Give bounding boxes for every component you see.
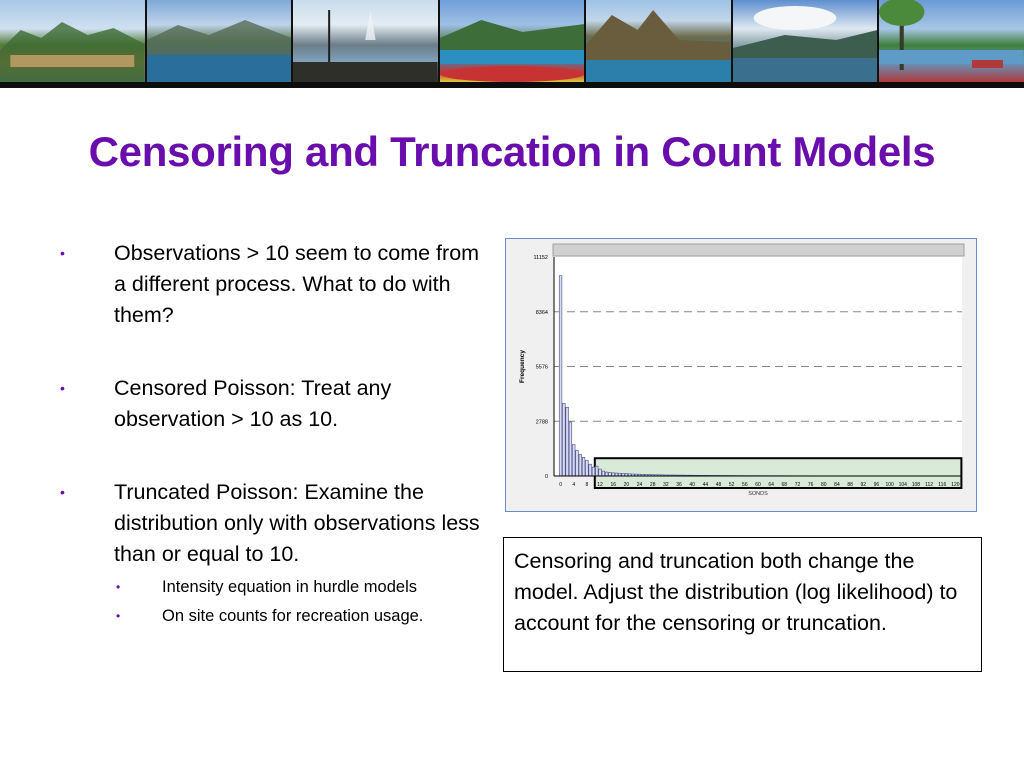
- x-tick-label: 48: [715, 482, 722, 488]
- histogram-bar: [599, 469, 602, 476]
- histogram-bar: [595, 466, 598, 476]
- x-tick-label: 4: [572, 482, 576, 488]
- sub-bullet-item: [58, 576, 488, 599]
- histogram-bar: [569, 422, 572, 476]
- x-tick-label: 76: [807, 482, 814, 488]
- y-axis-label: Frequency: [519, 350, 526, 383]
- x-tick-label: 56: [742, 482, 748, 488]
- x-tick-label: 44: [702, 482, 709, 488]
- histogram-bar: [605, 472, 608, 476]
- bullet-marker: •: [60, 484, 65, 500]
- banner-photo-mountain-lake: [586, 0, 733, 82]
- plot-area: [554, 257, 962, 476]
- x-tick-label: 60: [755, 482, 761, 488]
- banner-photo-promenade-fountain: [293, 0, 440, 82]
- note-text: Censoring and truncation both change the model. Adjust the distribution (log likelihood) to account for the censoring or truncation.: [514, 549, 958, 635]
- x-tick-label: 32: [663, 482, 669, 488]
- note-box: [503, 537, 982, 672]
- banner-photo-lake-clouds: [733, 0, 880, 82]
- x-tick-label: 20: [623, 482, 630, 488]
- sub-bullet-text: Intensity equation in hurdle models: [162, 578, 417, 596]
- histogram-bar: [602, 471, 605, 476]
- histogram-bar: [572, 445, 575, 476]
- y-tick-label: 2788: [535, 419, 548, 426]
- x-tick-label: 72: [794, 482, 801, 488]
- x-tick-label: 84: [834, 482, 840, 488]
- banner-photo-flower-garden-lake: [440, 0, 587, 82]
- sub-bullet-marker: •: [116, 580, 121, 594]
- x-tick-label: 88: [847, 482, 853, 488]
- histogram-bar: [586, 460, 589, 476]
- x-tick-label: 80: [821, 482, 827, 488]
- banner-photo-lakeside-bench: [879, 0, 1024, 82]
- histogram-chart: [505, 238, 977, 512]
- bullet-text: Observations > 10 seem to come from a different process. What to do with them?: [114, 241, 480, 327]
- x-tick-label: 12: [597, 482, 603, 488]
- x-tick-label: 16: [610, 482, 617, 488]
- x-tick-label: 112: [925, 482, 934, 488]
- histogram-bar: [579, 454, 582, 476]
- y-tick-label: 0: [544, 474, 548, 480]
- sub-bullet-item: [58, 605, 488, 628]
- y-tick-label: 8364: [535, 309, 548, 316]
- x-tick-label: 104: [898, 482, 907, 488]
- slide-title: Censoring and Truncation in Count Models: [88, 128, 936, 175]
- bullet-marker: •: [60, 245, 65, 261]
- histogram-bar: [592, 467, 595, 476]
- chart-title-bar: [553, 244, 964, 256]
- x-tick-label: 120: [951, 482, 960, 488]
- bullet-text: Truncated Poisson: Examine the distribution only with observations less than or equal to 10.: [114, 480, 480, 566]
- x-tick-label: 96: [873, 482, 880, 488]
- x-tick-label: 64: [768, 482, 774, 488]
- histogram-bar: [566, 407, 569, 476]
- banner-photo-lakeside-village: [0, 0, 147, 82]
- x-tick-label: 52: [728, 482, 735, 488]
- photo-banner: [0, 0, 1024, 88]
- x-tick-label: 36: [676, 482, 682, 488]
- x-axis-label: SONDS: [748, 491, 768, 497]
- x-tick-label: 68: [781, 482, 788, 488]
- x-tick-label: 40: [689, 482, 695, 488]
- x-tick-label: 24: [636, 482, 643, 488]
- x-tick-label: 100: [885, 482, 894, 488]
- x-tick-label: 28: [649, 482, 656, 488]
- histogram-svg: [506, 239, 978, 513]
- x-tick-label: 116: [938, 482, 947, 488]
- y-tick-label: 5576: [535, 364, 548, 371]
- histogram-bar: [559, 276, 562, 476]
- bullet-item: [58, 373, 488, 435]
- bullet-text: Censored Poisson: Treat any observation > 10 as 10.: [114, 376, 392, 431]
- bullet-item: [58, 477, 488, 570]
- x-tick-label: 8: [585, 482, 589, 488]
- bullet-item: [58, 238, 488, 331]
- histogram-bar: [589, 464, 592, 476]
- sub-bullet-text: On site counts for recreation usage.: [162, 607, 424, 625]
- histogram-bar: [563, 403, 566, 476]
- histogram-bar: [582, 457, 585, 476]
- banner-photo-lake-panorama: [147, 0, 294, 82]
- bullet-list: [58, 238, 488, 634]
- histogram-bar: [576, 450, 579, 476]
- sub-bullet-marker: •: [116, 609, 121, 623]
- x-tick-label: 92: [860, 482, 867, 488]
- y-tick-label: 11152: [533, 255, 548, 261]
- bullet-marker: •: [60, 380, 65, 396]
- x-tick-label: 0: [559, 482, 562, 488]
- x-tick-label: 108: [911, 482, 921, 488]
- histogram-bar: [609, 472, 612, 476]
